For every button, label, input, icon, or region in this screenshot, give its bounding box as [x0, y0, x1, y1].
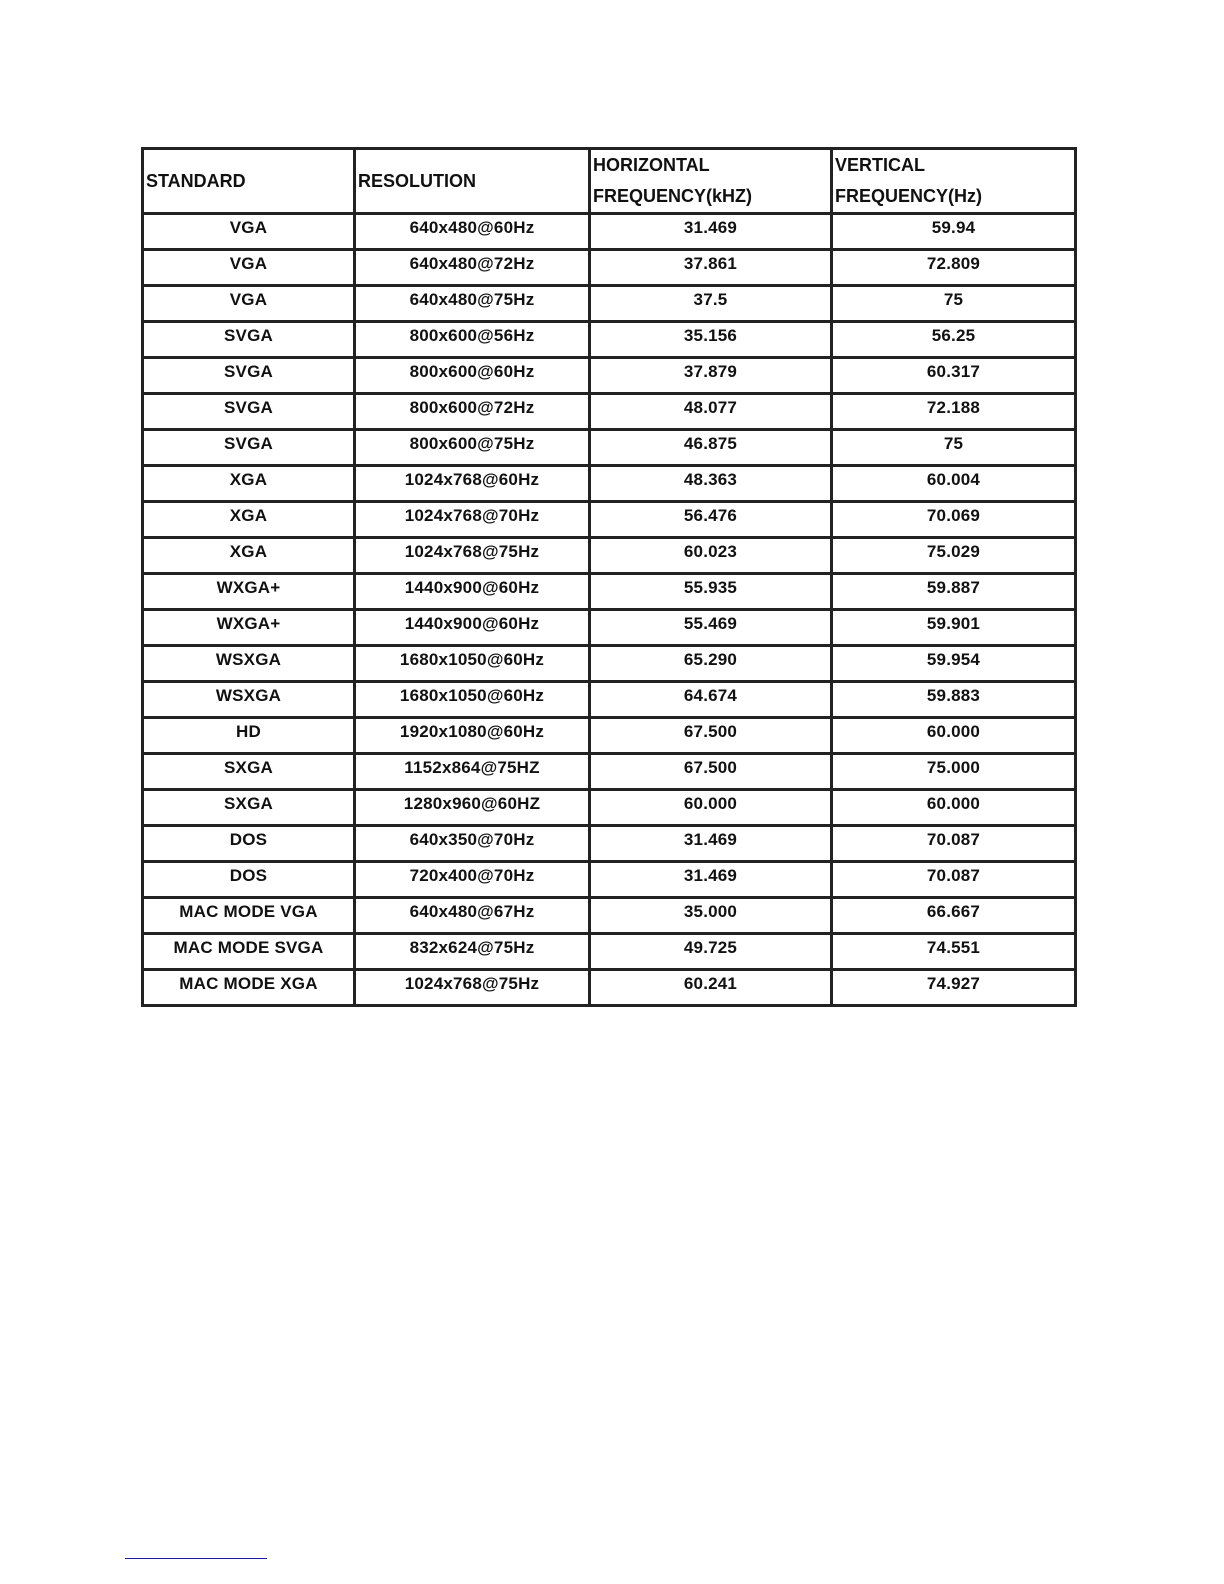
cell-standard: SVGA	[143, 430, 355, 466]
cell-vertical-frequency: 74.927	[926, 974, 981, 993]
table-body	[143, 214, 1076, 1006]
cell-resolution: 1440x900@60Hz	[355, 574, 590, 610]
table-row	[143, 898, 1076, 934]
cell-resolution: 800x600@72Hz	[355, 394, 590, 430]
cell-resolution: 1440x900@60Hz	[355, 610, 590, 646]
cell-standard: WSXGA	[143, 646, 355, 682]
cell-horizontal-frequency: 60.023	[590, 538, 832, 574]
cell-horizontal-frequency: 65.290	[590, 646, 832, 682]
cell-resolution: 1024x768@70Hz	[355, 502, 590, 538]
cell-standard: WXGA+	[143, 574, 355, 610]
cell-standard: SXGA	[143, 790, 355, 826]
table-header	[143, 149, 1076, 214]
cell-vertical-frequency: 70.069	[832, 502, 1076, 538]
cell-resolution: 720x400@70Hz	[355, 862, 590, 898]
cell-resolution: 640x480@67Hz	[355, 898, 590, 934]
cell-resolution: 640x480@72Hz	[355, 250, 590, 286]
cell-vertical-frequency: 59.883	[832, 682, 1076, 718]
table-row	[143, 502, 1076, 538]
table-row	[143, 466, 1076, 502]
cell-horizontal-frequency: 60.241	[590, 970, 832, 1006]
cell-resolution: 1024x768@75Hz	[355, 538, 590, 574]
timing-table	[141, 147, 1077, 1007]
cell-standard: XGA	[143, 466, 355, 502]
cell-resolution: 800x600@60Hz	[355, 358, 590, 394]
cell-horizontal-frequency: 48.363	[590, 466, 832, 502]
footnote-rule	[125, 1558, 267, 1559]
cell-vertical-frequency: 60.000	[832, 718, 1076, 754]
cell-standard: DOS	[143, 862, 355, 898]
header-vertical-line1: VERTICAL	[835, 155, 925, 175]
cell-horizontal-frequency: 67.500	[590, 718, 832, 754]
cell-standard: SVGA	[143, 394, 355, 430]
header-row	[143, 149, 1076, 214]
cell-vertical-frequency: 72.188	[832, 394, 1076, 430]
cell-standard: VGA	[143, 286, 355, 322]
table-row	[143, 430, 1076, 466]
table-row	[143, 214, 1076, 250]
header-standard: STANDARD	[143, 149, 355, 214]
cell-horizontal-frequency: 56.476	[590, 502, 832, 538]
cell-horizontal-frequency: 49.725	[590, 934, 832, 970]
header-horizontal-frequency	[590, 149, 832, 214]
table-row	[143, 826, 1076, 862]
cell-standard: XGA	[143, 538, 355, 574]
table-row	[143, 610, 1076, 646]
cell-resolution: 832x624@75Hz	[355, 934, 590, 970]
cell-vertical-frequency: 59.94	[832, 214, 1076, 250]
cell-vertical-frequency: 70.087	[832, 826, 1076, 862]
cell-standard: SVGA	[143, 322, 355, 358]
cell-vertical-frequency: 59.954	[832, 646, 1076, 682]
cell-horizontal-frequency: 67.500	[590, 754, 832, 790]
table-row	[143, 682, 1076, 718]
cell-standard: VGA	[143, 250, 355, 286]
header-vertical-line2: FREQUENCY(Hz)	[835, 186, 982, 206]
header-resolution: RESOLUTION	[355, 149, 590, 214]
cell-resolution: 1920x1080@60Hz	[355, 718, 590, 754]
cell-vertical-frequency: 60.317	[832, 358, 1076, 394]
cell-vertical-frequency: 74.551	[832, 934, 1076, 970]
cell-vertical-frequency: 59.887	[832, 574, 1076, 610]
cell-resolution: 800x600@75Hz	[355, 430, 590, 466]
header-horizontal-line1: HORIZONTAL	[593, 155, 710, 175]
cell-vertical-frequency: 60.004	[832, 466, 1076, 502]
cell-horizontal-frequency: 31.469	[590, 862, 832, 898]
table-row	[143, 790, 1076, 826]
cell-standard: MAC MODE XGA	[143, 970, 355, 1006]
cell-vertical-frequency: 75	[832, 430, 1076, 466]
table-row	[143, 970, 1076, 1006]
cell-vertical-frequency: 72.809	[832, 250, 1076, 286]
cell-resolution: 1024x768@75Hz	[355, 970, 590, 1006]
cell-resolution: 640x480@75Hz	[355, 286, 590, 322]
table-row	[143, 718, 1076, 754]
table-row	[143, 286, 1076, 322]
cell-standard: WXGA+	[143, 610, 355, 646]
cell-resolution: 1680x1050@60Hz	[355, 682, 590, 718]
cell-vertical-frequency: 59.901	[832, 610, 1076, 646]
table-row	[143, 250, 1076, 286]
table-row	[143, 934, 1076, 970]
table-row	[143, 574, 1076, 610]
cell-resolution: 1280x960@60HZ	[355, 790, 590, 826]
cell-resolution: 640x480@60Hz	[355, 214, 590, 250]
cell-standard: MAC MODE VGA	[143, 898, 355, 934]
cell-horizontal-frequency: 55.469	[590, 610, 832, 646]
cell-standard: WSXGA	[143, 682, 355, 718]
cell-horizontal-frequency: 31.469	[590, 214, 832, 250]
cell-vertical-frequency: 75	[832, 286, 1076, 322]
table-row	[143, 358, 1076, 394]
cell-standard: HD	[143, 718, 355, 754]
cell-vertical-frequency: 56.25	[832, 322, 1076, 358]
cell-horizontal-frequency: 37.879	[590, 358, 832, 394]
table-row	[143, 646, 1076, 682]
cell-resolution: 640x350@70Hz	[355, 826, 590, 862]
cell-vertical-frequency: 75.000	[832, 754, 1076, 790]
cell-vertical-frequency: 75.029	[832, 538, 1076, 574]
cell-standard: MAC MODE SVGA	[143, 934, 355, 970]
cell-horizontal-frequency: 60.000	[590, 790, 832, 826]
cell-resolution: 1024x768@60Hz	[355, 466, 590, 502]
cell-resolution: 800x600@56Hz	[355, 322, 590, 358]
cell-resolution: 1152x864@75HZ	[355, 754, 590, 790]
cell-horizontal-frequency: 55.935	[590, 574, 832, 610]
table-row	[143, 394, 1076, 430]
cell-horizontal-frequency: 48.077	[590, 394, 832, 430]
cell-horizontal-frequency: 37.5	[590, 286, 832, 322]
cell-standard: SXGA	[143, 754, 355, 790]
table-row	[143, 754, 1076, 790]
table-row	[143, 862, 1076, 898]
cell-standard: XGA	[143, 502, 355, 538]
cell-horizontal-frequency: 64.674	[590, 682, 832, 718]
cell-vertical-frequency: 60.000	[832, 790, 1076, 826]
cell-horizontal-frequency: 31.469	[590, 826, 832, 862]
table-row	[143, 322, 1076, 358]
cell-standard: VGA	[143, 214, 355, 250]
cell-horizontal-frequency: 35.156	[590, 322, 832, 358]
cell-standard: SVGA	[143, 358, 355, 394]
cell-standard: DOS	[143, 826, 355, 862]
header-vertical-frequency	[832, 149, 1076, 214]
header-horizontal-line2: FREQUENCY(kHZ)	[593, 186, 753, 206]
cell-resolution: 1680x1050@60Hz	[355, 646, 590, 682]
cell-horizontal-frequency: 46.875	[590, 430, 832, 466]
cell-vertical-frequency: 70.087	[832, 862, 1076, 898]
cell-horizontal-frequency: 37.861	[590, 250, 832, 286]
table-row	[143, 538, 1076, 574]
cell-horizontal-frequency: 35.000	[590, 898, 832, 934]
cell-vertical-frequency: 66.667	[832, 898, 1076, 934]
